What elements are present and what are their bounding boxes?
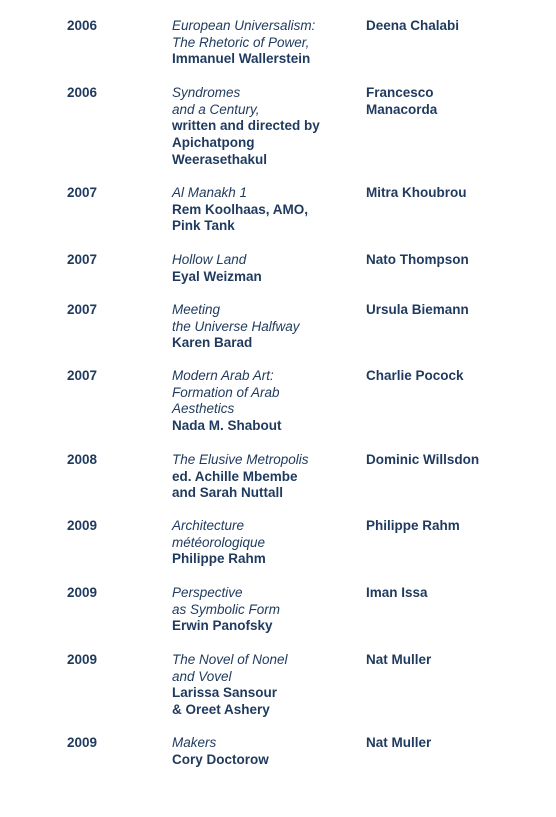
entry-title-block bbox=[172, 85, 362, 169]
entry-person bbox=[366, 18, 551, 35]
entry-title-line: météorologique bbox=[172, 534, 266, 550]
entry-title-block bbox=[172, 518, 362, 568]
entry-person-line: Ursula Biemann bbox=[366, 302, 469, 317]
entry-year: 2009 bbox=[67, 735, 98, 750]
entry-row bbox=[0, 735, 556, 785]
entry-person bbox=[366, 368, 551, 385]
entry-row bbox=[0, 85, 556, 185]
entry-title-line: Al Manakh 1 bbox=[172, 185, 248, 200]
entry-row bbox=[0, 652, 556, 735]
entry-title-line: European Universalism: bbox=[172, 18, 316, 33]
entry-title-line: Syndromes bbox=[172, 85, 241, 100]
entry-title-block bbox=[172, 368, 362, 435]
entry-title-block bbox=[172, 452, 362, 502]
entry-person-line: Philippe Rahm bbox=[366, 518, 460, 533]
entry-year: 2007 bbox=[67, 302, 98, 317]
entry-person bbox=[366, 652, 551, 669]
entry-year: 2009 bbox=[67, 518, 98, 533]
entry-author-line: Pink Tank bbox=[172, 218, 235, 234]
entry-title-line: Modern Arab Art: bbox=[172, 368, 274, 383]
entry-title-line: Aesthetics bbox=[172, 401, 235, 417]
entry-row bbox=[0, 18, 556, 85]
entry-title-block bbox=[172, 302, 362, 352]
entry-author-line: Weerasethakul bbox=[172, 151, 268, 167]
entry-person bbox=[366, 85, 551, 118]
entry-author-line: Eyal Weizman bbox=[172, 268, 262, 284]
entry-person bbox=[366, 185, 551, 202]
entry-year: 2009 bbox=[67, 652, 98, 667]
entry-title-line: and Vovel bbox=[172, 668, 232, 684]
entry-author-line: Philippe Rahm bbox=[172, 551, 266, 567]
entry-year: 2007 bbox=[67, 185, 98, 200]
entry-title-line: Makers bbox=[172, 735, 217, 750]
entry-row bbox=[0, 252, 556, 302]
entry-author-line: ed. Achille Mbembe bbox=[172, 468, 298, 484]
entry-title-block bbox=[172, 252, 362, 285]
entry-author-line: Larissa Sansour bbox=[172, 685, 278, 701]
entry-title-block bbox=[172, 18, 362, 68]
entry-person bbox=[366, 735, 551, 752]
entry-person-line: Francesco bbox=[366, 85, 434, 100]
entry-title-line: The Rhetoric of Power, bbox=[172, 34, 310, 50]
entry-author-line: Karen Barad bbox=[172, 335, 253, 351]
entry-author-line: & Oreet Ashery bbox=[172, 702, 270, 718]
entry-person-line: Nat Muller bbox=[366, 652, 432, 667]
entry-title-line: the Universe Halfway bbox=[172, 318, 300, 334]
entry-year: 2006 bbox=[67, 18, 98, 33]
entry-person-line: Iman Issa bbox=[366, 585, 428, 600]
entry-person-line: Manacorda bbox=[366, 101, 438, 117]
entry-person bbox=[366, 252, 551, 269]
entry-year: 2007 bbox=[67, 368, 98, 383]
entry-person-line: Mitra Khoubrou bbox=[366, 185, 467, 200]
entry-row bbox=[0, 585, 556, 652]
entry-person bbox=[366, 518, 551, 535]
entry-title-block bbox=[172, 735, 362, 768]
entry-person-line: Charlie Pocock bbox=[366, 368, 464, 383]
entry-title-block bbox=[172, 652, 362, 719]
entry-author-line: Erwin Panofsky bbox=[172, 618, 273, 634]
entry-author-line: Nada M. Shabout bbox=[172, 418, 282, 434]
entry-title-line: Perspective bbox=[172, 585, 243, 600]
entry-author-line: and Sarah Nuttall bbox=[172, 485, 284, 501]
entry-title-line: Hollow Land bbox=[172, 252, 247, 267]
entry-author-line: written and directed by bbox=[172, 118, 320, 134]
entry-row bbox=[0, 518, 556, 585]
entry-title-line: The Elusive Metropolis bbox=[172, 452, 309, 467]
entry-title-line: Formation of Arab bbox=[172, 384, 280, 400]
entries-list bbox=[0, 18, 556, 785]
entry-row bbox=[0, 368, 556, 452]
entry-title-line: The Novel of Nonel bbox=[172, 652, 288, 667]
entry-title-line: Meeting bbox=[172, 302, 221, 317]
entry-person bbox=[366, 452, 551, 469]
entry-person-line: Dominic Willsdon bbox=[366, 452, 480, 467]
entry-row bbox=[0, 185, 556, 252]
entry-title-block bbox=[172, 185, 362, 235]
entry-person-line: Nat Muller bbox=[366, 735, 432, 750]
entry-row bbox=[0, 302, 556, 368]
entry-title-block bbox=[172, 585, 362, 635]
entry-person-line: Deena Chalabi bbox=[366, 18, 460, 33]
entry-row bbox=[0, 452, 556, 518]
entry-title-line: Architecture bbox=[172, 518, 245, 533]
entry-person bbox=[366, 585, 551, 602]
entry-author-line: Immanuel Wallerstein bbox=[172, 51, 311, 67]
entry-author-line: Apichatpong bbox=[172, 135, 255, 151]
entry-year: 2009 bbox=[67, 585, 98, 600]
entry-year: 2006 bbox=[67, 85, 98, 100]
entry-author-line: Rem Koolhaas, AMO, bbox=[172, 201, 309, 217]
entry-year: 2008 bbox=[67, 452, 98, 467]
entry-person bbox=[366, 302, 551, 319]
entry-person-line: Nato Thompson bbox=[366, 252, 469, 267]
entry-author-line: Cory Doctorow bbox=[172, 751, 269, 767]
entry-title-line: as Symbolic Form bbox=[172, 601, 281, 617]
entry-year: 2007 bbox=[67, 252, 98, 267]
entry-title-line: and a Century, bbox=[172, 101, 260, 117]
